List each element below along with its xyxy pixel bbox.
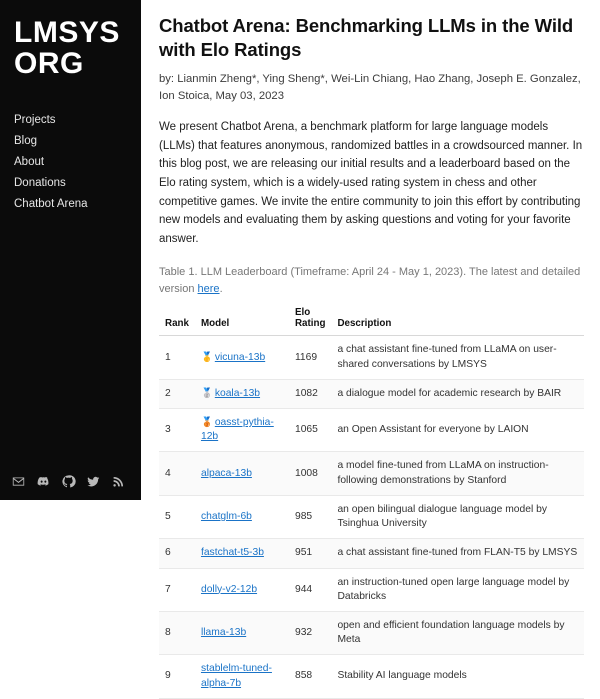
byline: by: Lianmin Zheng*, Ying Sheng*, Wei-Lin Chiang, Hao Zhang, Joseph E. Gonzalez, Ion Stoica, May 03, 2023 xyxy=(159,73,581,102)
cell-description: an Open Assistant for everyone by LAION xyxy=(331,409,584,452)
col-description: Description xyxy=(331,303,584,336)
cell-elo: 985 xyxy=(289,495,331,538)
model-link[interactable]: alpaca-13b xyxy=(200,467,252,479)
sidebar-item-projects[interactable]: Projects xyxy=(14,113,56,126)
cell-description: a chat assistant fine-tuned from FLAN-T5 by LMSYS xyxy=(331,539,584,568)
model-link[interactable]: vicuna-13b xyxy=(214,351,266,363)
cell-model xyxy=(195,655,289,698)
col-model: Model xyxy=(195,303,289,336)
model-link[interactable]: fastchat-t5-3b xyxy=(200,547,264,559)
model-link[interactable]: dolly-v2-12b xyxy=(200,583,258,595)
leaderboard-body xyxy=(159,336,584,698)
cell-rank: 1 xyxy=(159,336,195,379)
sidebar-item-blog[interactable]: Blog xyxy=(14,134,38,147)
lead-paragraph: We present Chatbot Arena, a benchmark platform for large language models (LLMs) that features anonymous, randomized battles in a crowdsourced manner. In this blog post, we are releasing our initial results and a leaderboard based on the Elo rating system, which is a widely-used rating system in chess and other competitive games. We invite the entire community to join this effort by contributing new models and evaluating them by asking questions and voting for your favorite answer. xyxy=(159,121,583,245)
table-caption-suffix: . xyxy=(219,282,223,295)
cell-description: a chat assistant fine-tuned from LLaMA on user-shared conversations by LMSYS xyxy=(331,336,584,379)
medal-icon: 🥉 xyxy=(200,417,213,429)
cell-elo: 951 xyxy=(289,539,331,568)
article-content xyxy=(141,0,600,689)
leaderboard-table xyxy=(159,303,584,698)
cell-description: a dialogue model for academic research by BAIR xyxy=(331,379,584,408)
sidebar-item-donations[interactable]: Donations xyxy=(14,176,66,189)
cell-description: an instruction-tuned open large language model by Databricks xyxy=(331,568,584,611)
table-row xyxy=(159,611,584,654)
table-row xyxy=(159,336,584,379)
cell-description: Stability AI language models xyxy=(331,655,584,698)
model-link[interactable]: llama-13b xyxy=(200,627,247,638)
cell-model xyxy=(195,568,289,611)
model-link[interactable]: chatglm-6b xyxy=(200,510,252,522)
cell-elo: 858 xyxy=(289,655,331,698)
table-row xyxy=(159,409,584,452)
cell-model xyxy=(195,409,289,452)
email-icon[interactable] xyxy=(12,475,25,488)
logo-line-2: ORG xyxy=(14,46,84,80)
table-header-row xyxy=(159,303,584,336)
model-link[interactable]: koala-13b xyxy=(214,387,261,399)
table-row xyxy=(159,452,584,495)
table-row xyxy=(159,495,584,538)
table-caption xyxy=(159,264,584,297)
cell-description: open and efficient foundation language models by Meta xyxy=(331,611,584,654)
cell-rank: 3 xyxy=(159,409,195,452)
medal-icon: 🥈 xyxy=(200,387,213,399)
table-row xyxy=(159,568,584,611)
medal-icon: 🥇 xyxy=(200,351,213,363)
sidebar xyxy=(0,0,141,500)
cell-elo: 944 xyxy=(289,568,331,611)
rss-icon[interactable] xyxy=(112,475,125,488)
discord-icon[interactable] xyxy=(37,475,50,488)
cell-model xyxy=(195,452,289,495)
sidebar-item-chatbot-arena[interactable]: Chatbot Arena xyxy=(14,197,88,210)
cell-model xyxy=(195,336,289,379)
col-rank: Rank xyxy=(159,303,195,336)
model-link[interactable]: stablelm-tuned-alpha-7b xyxy=(200,663,272,689)
cell-elo: 1065 xyxy=(289,409,331,452)
cell-rank: 4 xyxy=(159,452,195,495)
table-row xyxy=(159,655,584,698)
page-title: Chatbot Arena: Benchmarking LLMs in the Wild with Elo Ratings xyxy=(159,15,574,60)
cell-model xyxy=(195,495,289,538)
cell-description: an open bilingual dialogue language model by Tsinghua University xyxy=(331,495,584,538)
social-links xyxy=(12,475,125,488)
cell-model xyxy=(195,379,289,408)
table-row xyxy=(159,539,584,568)
cell-model xyxy=(195,611,289,654)
table-caption-text: Table 1. LLM Leaderboard (Timeframe: April 24 - May 1, 2023). The latest and detailed version xyxy=(159,266,581,295)
sidebar-nav xyxy=(0,109,141,214)
table-row xyxy=(159,379,584,408)
cell-rank: 8 xyxy=(159,611,195,654)
cell-elo: 932 xyxy=(289,611,331,654)
table-caption-link[interactable]: here xyxy=(197,282,220,295)
sidebar-item-about[interactable]: About xyxy=(14,155,45,168)
model-link[interactable]: oasst-pythia-12b xyxy=(200,417,274,443)
site-logo[interactable] xyxy=(0,14,141,79)
cell-elo: 1169 xyxy=(289,336,331,379)
cell-rank: 9 xyxy=(159,655,195,698)
cell-rank: 7 xyxy=(159,568,195,611)
cell-elo: 1082 xyxy=(289,379,331,408)
github-icon[interactable] xyxy=(62,475,75,488)
cell-description: a model fine-tuned from LLaMA on instruction-following demonstrations by Stanford xyxy=(331,452,584,495)
logo-line-1: LMSYS xyxy=(14,16,120,49)
cell-elo: 1008 xyxy=(289,452,331,495)
leaderboard-head xyxy=(159,303,584,336)
cell-rank: 6 xyxy=(159,539,195,568)
cell-model xyxy=(195,539,289,568)
cell-rank: 5 xyxy=(159,495,195,538)
col-elo: Elo Rating xyxy=(289,303,331,336)
cell-rank: 2 xyxy=(159,379,195,408)
twitter-icon[interactable] xyxy=(87,475,100,488)
